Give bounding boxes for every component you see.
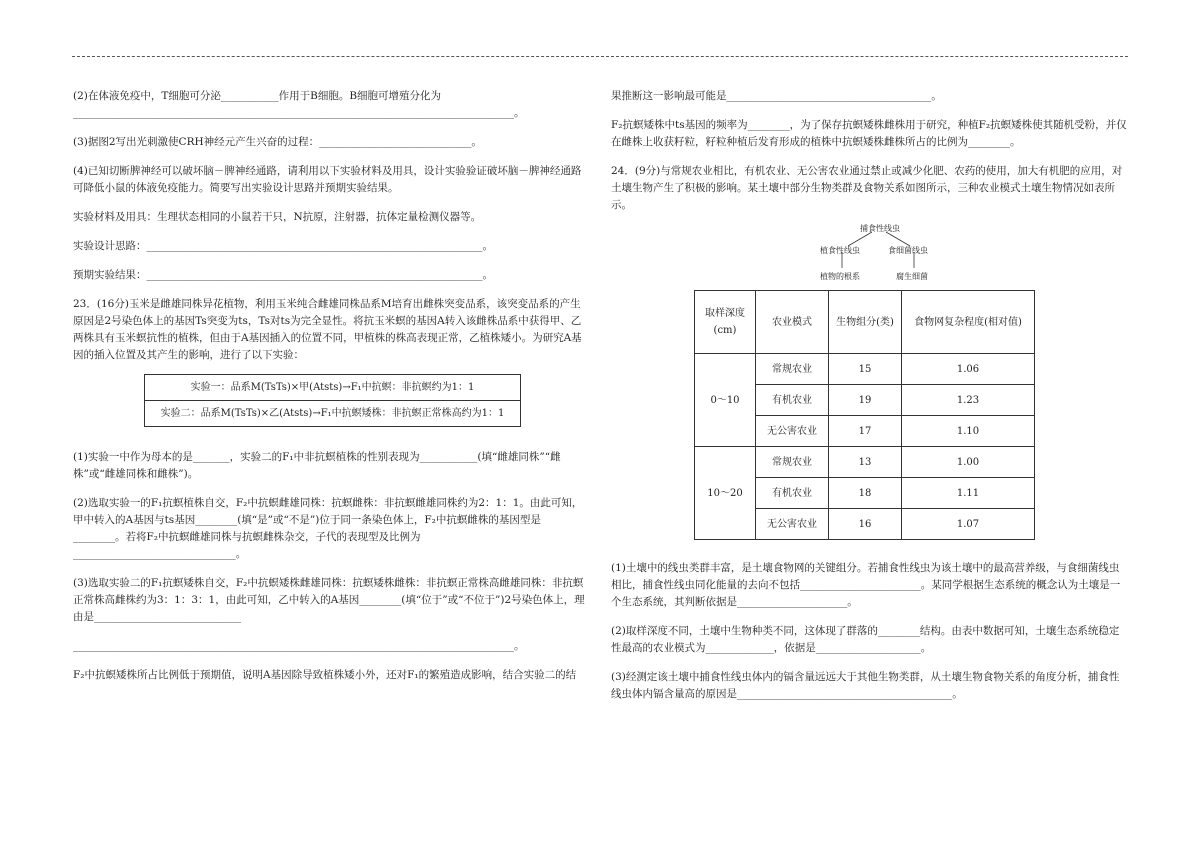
table-cell: 17: [829, 416, 902, 447]
q23-2-text: (2)选取实验一的F₁抗螟植株自交，F₂中抗螟雌雄同株：抗螟雌株：非抗螟雌雄同株约为2：1：1。由此可知，甲中转入的A基因与ts基因________(填“是”或“不是”)位于同一条染色体上，F₂中抗螟雌株的基因型是________。若将F₂中抗螟雌雄同株与抗螟雌株杂交，子代的表现型及比例为_______________________________。: [73, 497, 583, 560]
materials-text: 实验材料及用具：生理状态相同的小鼠若干只，N抗原，注射器，抗体定量检测仪器等。: [73, 211, 482, 223]
web-node-herbivore: 植食性线虫: [820, 246, 860, 255]
table-cell: 19: [829, 385, 902, 416]
header-depth: 取样深度 (cm): [695, 291, 756, 354]
right-column: [611, 88, 1129, 703]
q22-4-text: (4)已知切断脾神经可以破坏脑－脾神经通路，请利用以下实验材料及用具，设计实验验证破坏脑－脾神经通路可降低小鼠的体液免疫能力。简要写出实验设计思路并预期实验结果。: [73, 165, 582, 194]
q24-intro: 24．(9分)与常规农业相比，有机农业、无公害农业通过禁止或减少化肥、农药的使用，加大有机肥的应用，对土壤生物产生了积极的影响。某土壤中部分生物类群及食物关系如图所示，三种农业模式土壤生物情况如表所示。: [611, 165, 1123, 211]
table-cell: 有机农业: [756, 478, 829, 509]
table-cell: 有机农业: [756, 385, 829, 416]
q23-f2-text: F₂中抗螟矮株所占比例低于预期值，说明A基因除导致植株矮小外，还对F₁的繁殖造成影响，结合实验二的结: [73, 669, 577, 681]
table-cell: 18: [829, 478, 902, 509]
table-cell: 13: [829, 447, 902, 478]
food-web-diagram: [814, 220, 944, 280]
table-row: [695, 447, 1035, 478]
table-cell: 1.06: [902, 354, 1035, 385]
experiment-box: [144, 374, 521, 427]
q23-intro: 23．(16分)玉米是雌雄同株异花植物，利用玉米纯合雌雄同株品系M培育出雌株突变品系，该突变品系的产生原因是2号染色体上的基因Ts突变为ts，Ts对ts为完全显性。将抗玉米螟的基因A转入该雌株品系中获得甲、乙两株具有玉米螟抗性的植株，但由于A基因插入的位置不同，甲植株的株高表现正常，乙植株矮小。为研究A基因的插入位置及其产生的影响，进行了以下实验：: [73, 298, 582, 361]
table-cell: 无公害农业: [756, 509, 829, 540]
web-node-bacteria: 腐生细菌: [896, 272, 928, 281]
table-cell: 16: [829, 509, 902, 540]
experiment-2: 实验二：品系M(TsTs)×乙(Atsts)→F₁中抗螟矮株：非抗螟正常株高约为1：1: [145, 400, 520, 426]
table-cell: 15: [829, 354, 902, 385]
left-column: [73, 88, 590, 684]
table-row: [695, 354, 1035, 385]
table-cell: 1.00: [902, 447, 1035, 478]
result-text: 预期实验结果：________________________________________________________________。: [73, 269, 493, 281]
experiment-1: 实验一：品系M(TsTs)×甲(Atsts)→F₁中抗螟：非抗螟约为1：1: [190, 382, 475, 393]
q23-3-blank: ____________________________________________________________________________________。: [73, 640, 525, 652]
q22-2-text: (2)在体液免疫中，T细胞可分泌___________作用于B细胞。B细胞可增殖分化为____________________________________________________________________________________。: [73, 90, 525, 119]
q23-3-text: (3)选取实验二的F₁抗螟矮株自交，F₂中抗螟矮株雌雄同株：抗螟矮株雌株：非抗螟正常株高雌雄同株：非抗螟正常株高雌株约为3：1：3：1，由此可知，乙中转入的A基因________(填“位于”或“不位于”)2号染色体上，理由是____________________________: [73, 577, 585, 623]
web-node-roots: 植物的根系: [820, 272, 860, 281]
header-complexity: 食物网复杂程度(相对值): [902, 291, 1035, 354]
header-divider: [72, 56, 1128, 57]
table-cell: 1.11: [902, 478, 1035, 509]
q24-1-text: (1)土壤中的线虫类群丰富，是土壤食物网的关键组分。若捕食性线虫为该土壤中的最高营养级，与食细菌线虫相比，捕食性线虫同化能量的去向不包括_______________________。某同学根据生态系统的概念认为土壤是一个生态系统，其判断依据是_____________________。: [611, 562, 1121, 608]
q24-3-text: (3)经测定该土壤中捕食性线虫体内的镉含量远远大于其他生物类群，从土壤生物食物关系的角度分析，捕食性线虫体内镉含量高的原因是_________________________________________。: [611, 671, 1120, 700]
design-text: 实验设计思路：________________________________________________________________。: [73, 240, 493, 252]
table-cell: 无公害农业: [756, 416, 829, 447]
table-header-row: [695, 291, 1035, 354]
q24-2-text: (2)取样深度不同，土壤中生物种类不同，这体现了群落的________结构。由表中数据可知，土壤生态系统稳定性最高的农业模式为_____________，依据是____________________。: [611, 625, 1120, 654]
table-cell: 常规农业: [756, 447, 829, 478]
q23-1-text: (1)实验一中作为母本的是_______，实验二的F₁中非抗螟植株的性别表现为___________(填“雌雄同株”“雌株”或“雌雄同株和雌株”)。: [73, 451, 561, 480]
table-cell: 1.07: [902, 509, 1035, 540]
depth-cell: 10～20: [695, 447, 756, 540]
table-cell: 1.10: [902, 416, 1035, 447]
table-cell: 1.23: [902, 385, 1035, 416]
q23-cont-text: 果推断这一影响最可能是_______________________________________。: [611, 90, 942, 102]
depth-cell: 0～10: [695, 354, 756, 447]
header-components: 生物组分(类): [829, 291, 902, 354]
web-node-bacterivore: 食细菌线虫: [888, 246, 928, 255]
header-mode: 农业模式: [756, 291, 829, 354]
q23-freq-text: F₂抗螟矮株中ts基因的频率为________，为了保存抗螟矮株雌株用于研究，种植F₂抗螟矮株使其随机受粉，并仅在雌株上收获籽粒，籽粒种植后发育形成的植株中抗螟矮株雌株所占的比例为________。: [611, 119, 1127, 148]
web-node-predator: 捕食性线虫: [860, 224, 900, 233]
soil-table: [694, 290, 1035, 540]
q22-3-text: (3)据图2写出光刺激使CRH神经元产生兴奋的过程：_____________________________。: [73, 136, 482, 148]
table-cell: 常规农业: [756, 354, 829, 385]
